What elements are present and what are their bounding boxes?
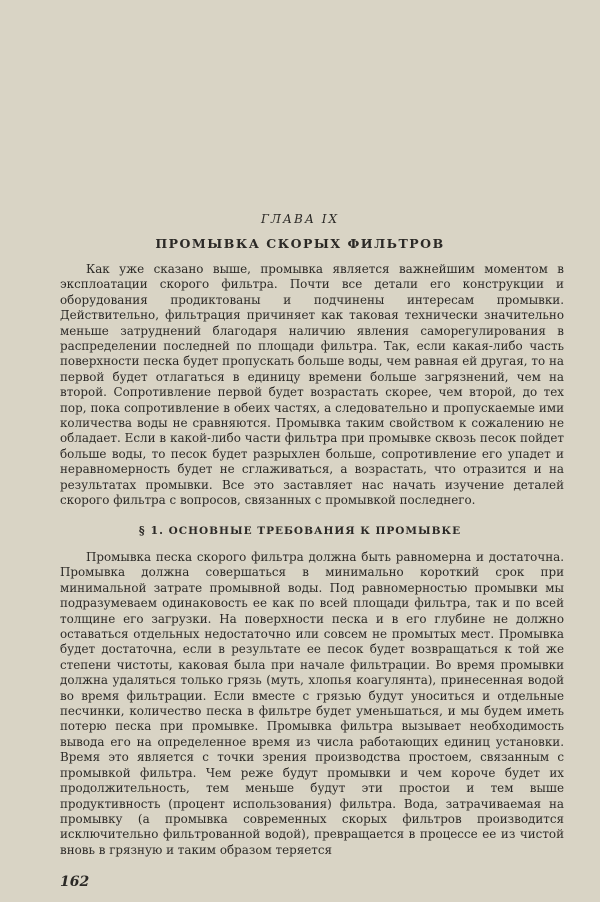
paragraph-intro: Как уже сказано выше, промывка является важнейшим моментом в эксплоатации скорого фильтра. Почти все детали его конструкции и оборудования продиктованы и подчинены интересам промывки. Действительно, фильтрация причиняет как таковая технически значительно меньше затруднений благодаря наличию явления саморегулирования в распределении последней по площади фильтра. Так, если какая-либо часть поверхности песка будет пропускать больше воды, чем равная ей другая, то на первой будет отлагаться в единицу времени больше загрязнений, чем на второй. Сопротивление первой будет возрастать скорее, чем второй, до тех пор, пока сопротивление в обеих частях, а следовательно и пропускаемые ими количества воды не сравняются. Промывка таким свойством к сожалению не обладает. Если в какой-либо части фильтра при промывке сквозь песок пойдет больше воды, то песок будет разрыхлен больше, сопротивление его упадет и неравномерность будет не сглаживаться, а возрастать, что отразится и на результатах промывки. Все это заставляет нас начать изучение деталей скорого фильтра с вопросов, связанных с промывкой последнего. [60, 262, 564, 508]
chapter-title: ПРОМЫВКА СКОРЫХ ФИЛЬТРОВ [155, 236, 445, 251]
section-number: § 1. [138, 524, 164, 537]
page-number: 162 [60, 874, 90, 890]
paragraph-section-1: Промывка песка скорого фильтра должна быть равномерна и достаточна. Промывка должна совершаться в минимально короткий срок при минимальной затрате промывной воды. Под равномерностью промывки мы подразумеваем одинаковость ее как по всей площади фильтра, так и по всей толщине его загрузки. На поверхности песка и в его глубине не должно оставаться отдельных недостаточно или совсем не промытых мест. Промывка будет достаточна, если в результате ее песок будет возвращаться к той же степени чистоты, каковая была при начале фильтрации. Во время промывки должна удаляться только грязь (муть, хлопья коагулянта), принесенная водой во время фильтрации. Если вместе с грязью будут уноситься и отдельные песчинки, количество песка в фильтре будет уменьшаться, и мы будем иметь потерю песка при промывке. Промывка фильтра вызывает необходимость вывода его на определенное время из числа работающих единиц установки. Время это является с точки зрения производства простоем, связанным с промывкой фильтра. Чем реже будут промывки и чем короче будет их продолжительность, тем меньше будут эти простои и тем выше продуктивность (процент использования) фильтра. Вода, затрачиваемая на промывку (а промывка современных скорых фильтров производится исключительно фильтрованной водой), превращается в процессе ее из чистой вновь в грязную и таким образом теряется [60, 550, 564, 857]
section-heading [0, 524, 600, 537]
section-title: ОСНОВНЫЕ ТРЕБОВАНИЯ К ПРОМЫВКЕ [168, 525, 462, 537]
chapter-heading: ГЛАВА IX [260, 212, 340, 226]
